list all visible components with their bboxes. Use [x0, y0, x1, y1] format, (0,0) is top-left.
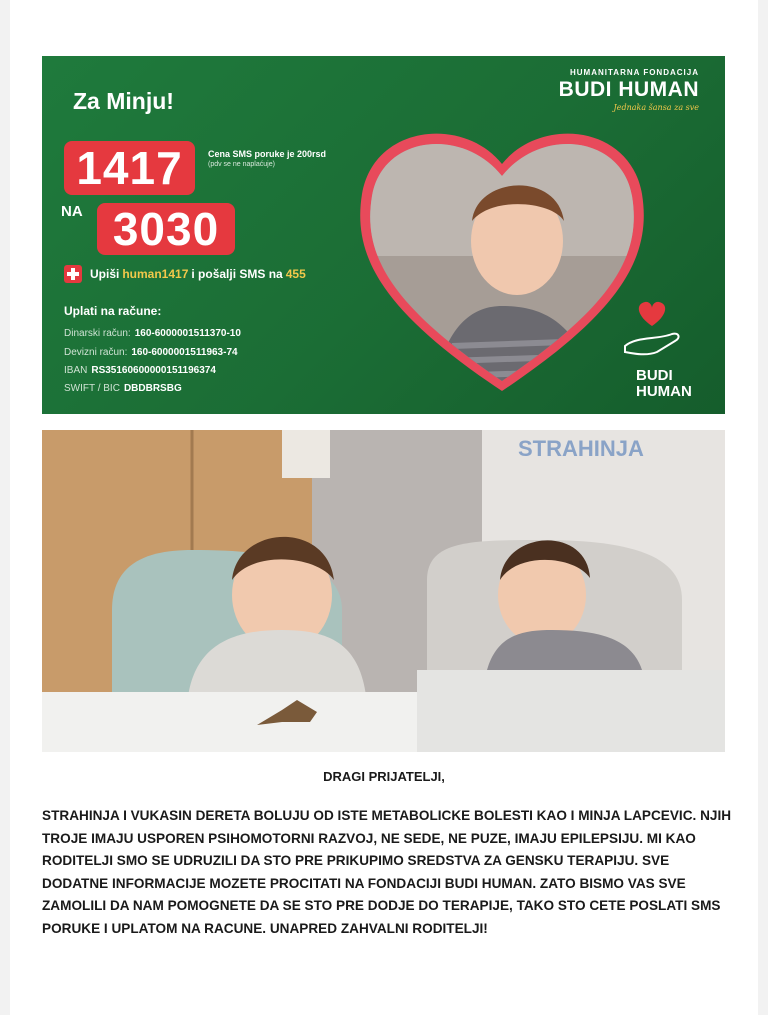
vat-note: (pdv se ne naplaćuje) — [208, 161, 275, 168]
letter-greeting: DRAGI PRIJATELJI, — [323, 769, 445, 784]
wall-letters: STRAHINJA — [518, 436, 644, 461]
account-label: Devizni račun: — [64, 347, 128, 358]
account-value: RS35160600000151196374 — [91, 365, 216, 376]
tray-right — [417, 670, 725, 752]
sms-target-number: 3030 — [97, 203, 235, 255]
lamp — [282, 430, 330, 478]
sms-code: human1417 — [122, 267, 189, 281]
sms-price: Cena SMS poruke je 200rsd — [208, 149, 327, 159]
donation-banner — [42, 56, 725, 414]
account-label: SWIFT / BIC — [64, 383, 120, 394]
foundation-name: BUDI HUMAN — [558, 78, 699, 101]
account-value: 160-6000001511370-10 — [134, 328, 241, 339]
account-value: 160-6000001511963-74 — [131, 347, 238, 358]
foundation-tagline: Jednaka šansa za sve — [613, 103, 699, 112]
logo-line-2: HUMAN — [636, 383, 692, 400]
foundation-top: HUMANITARNA FONDACIJA — [570, 68, 699, 77]
account-label: IBAN — [64, 365, 88, 376]
na-label: NA — [61, 203, 83, 220]
account-label: Dinarski račun: — [64, 328, 131, 339]
logo-text — [636, 368, 692, 400]
payment-heading: Uplati na račune: — [64, 304, 162, 318]
heart-photo-frame — [352, 116, 652, 401]
account-swift — [64, 383, 182, 394]
budi-human-logo-icon — [617, 296, 687, 366]
account-dinar — [64, 328, 241, 339]
banner-title: Za Minju! — [73, 88, 174, 114]
account-iban — [64, 365, 216, 376]
sms-text-1: Upiši — [90, 267, 120, 281]
red-cross-icon — [64, 265, 82, 283]
sms-number: 455 — [285, 267, 306, 281]
sms-code-number: 1417 — [64, 141, 195, 195]
children-photo — [42, 430, 725, 752]
account-foreign — [64, 347, 238, 358]
logo-line-1: BUDI — [636, 367, 673, 384]
tray-left — [42, 692, 432, 752]
sms-instruction — [64, 265, 306, 283]
photo-illustration — [42, 430, 725, 752]
child-portrait — [352, 116, 652, 401]
sms-text-2: i pošalji SMS na — [191, 267, 283, 281]
account-value: DBDBRSBG — [123, 383, 182, 394]
letter-body: STRAHINJA I VUKASIN DERETA BOLUJU OD ISTE METABOLICKE BOLESTI KAO I MINJA LAPCEVIC. NJIH TROJE IMAJU USPOREN PSIHOMOTORNI RAZVOJ, NE SEDE, NE PUZE, IMAJU EPILEPSIJU. MI KAO RODITELJI SMO SE UDRUZILI DA STO PRE PRIKUPIMO SREDSTVA ZA GENSKU TERAPIJU. SVE DODATNE INFORMACIJE MOZETE PROCITATI NA FONDACIJI BUDI HUMAN. ZATO BISMO VAS SVE ZAMOLILI DA NAM POMOGNETE DA SE STO PRE DODJE DO TERAPIJE, TAKO STO CETE POSLATI SMS PORUKE I UPLATOM NA RACUNE. UNAPRED ZAHVALNI RODITELJI! — [42, 808, 732, 936]
